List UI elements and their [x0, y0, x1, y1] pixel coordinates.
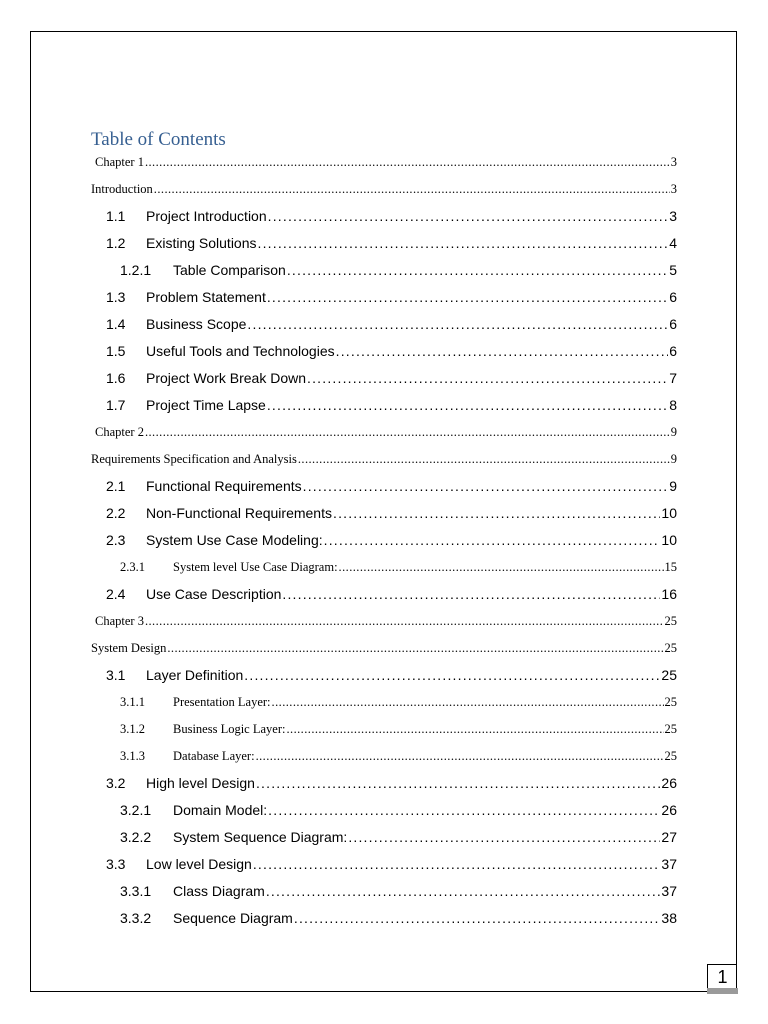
- toc-entry[interactable]: [106, 341, 677, 361]
- page-number-bar: [707, 988, 738, 994]
- toc-entry[interactable]: [120, 692, 677, 712]
- toc-entry-number: 3.2.1: [120, 802, 152, 818]
- toc-entry-number: 1.6: [106, 370, 126, 386]
- toc-dot-leader: [287, 260, 668, 280]
- toc-dot-leader: [266, 881, 661, 901]
- toc-dot-leader: [267, 287, 668, 307]
- toc-entry-page: 3: [669, 208, 677, 224]
- toc-dot-leader: [307, 368, 668, 388]
- toc-entry-text: System Sequence Diagram:: [173, 829, 348, 845]
- toc-dot-leader: [268, 800, 660, 820]
- toc-entry-number: 1.7: [106, 397, 126, 413]
- toc-dot-leader: [268, 206, 669, 226]
- toc-entry-page: 15: [664, 560, 677, 574]
- toc-entry[interactable]: [120, 827, 677, 847]
- toc-dot-leader: [145, 422, 670, 442]
- toc-entry-text: System level Use Case Diagram:: [173, 560, 338, 574]
- toc-entry-number: 2.3: [106, 532, 126, 548]
- toc-entry-page: 6: [669, 289, 677, 305]
- toc-entry-page: 5: [669, 262, 677, 278]
- toc-entry-page: 9: [669, 478, 677, 494]
- toc-entry-page: 9: [670, 425, 677, 439]
- toc-dot-leader: [324, 530, 661, 550]
- toc-entry-number: 1.5: [106, 343, 126, 359]
- toc-entry-page: 8: [669, 397, 677, 413]
- toc-entry-number: 1.2: [106, 235, 126, 251]
- toc-entry-page: 6: [669, 316, 677, 332]
- toc-entry-number: 3.1: [106, 667, 126, 683]
- toc-dot-leader: [333, 503, 660, 523]
- toc-entry[interactable]: [106, 773, 677, 793]
- toc-entry[interactable]: [120, 800, 677, 820]
- toc-entry-text: Useful Tools and Technologies: [146, 343, 335, 359]
- toc-dot-leader: [348, 827, 660, 847]
- toc-dot-leader: [253, 854, 661, 874]
- toc-entry-page: 26: [661, 775, 677, 791]
- toc-entry-text: Introduction: [91, 182, 153, 196]
- toc-entry-text: Presentation Layer:: [173, 695, 271, 709]
- toc-entry-page: 25: [664, 614, 677, 628]
- toc-entry-text: Low level Design: [146, 856, 252, 872]
- toc-entry-page: 25: [664, 749, 677, 763]
- toc-entry-page: 37: [661, 883, 677, 899]
- toc-entry-page: 16: [661, 586, 677, 602]
- toc-entry[interactable]: [91, 179, 677, 199]
- toc-entry-number: 3.1.2: [120, 722, 145, 736]
- toc-entry-page: 25: [664, 641, 677, 655]
- toc-entry-text: Chapter 2: [95, 425, 144, 439]
- toc-dot-leader: [256, 773, 660, 793]
- toc-entry-text: Project Introduction: [146, 208, 267, 224]
- toc-entry-number: 1.2.1: [120, 262, 152, 278]
- toc-dot-leader: [167, 638, 663, 658]
- toc-entry-text: Existing Solutions: [146, 235, 257, 251]
- toc-dot-leader: [145, 152, 670, 172]
- toc-dot-leader: [339, 557, 664, 577]
- toc-title: Table of Contents: [91, 129, 226, 150]
- toc-entry-text: Chapter 1: [95, 155, 144, 169]
- toc-dot-leader: [258, 233, 669, 253]
- toc-entry-text: Use Case Description: [146, 586, 282, 602]
- toc-entry-text: Requirements Specification and Analysis: [91, 452, 297, 466]
- toc-dot-leader: [298, 449, 670, 469]
- toc-entry[interactable]: [106, 503, 677, 523]
- toc-dot-leader: [247, 314, 668, 334]
- toc-entry[interactable]: [95, 611, 677, 631]
- toc-dot-leader: [282, 584, 660, 604]
- toc-entry-text: High level Design: [146, 775, 255, 791]
- toc-entry-number: 1.1: [106, 208, 126, 224]
- toc-dot-leader: [145, 611, 664, 631]
- toc-entry-page: 3: [670, 182, 677, 196]
- toc-entry-text: Non-Functional Requirements: [146, 505, 332, 521]
- toc-entry-page: 4: [669, 235, 677, 251]
- toc-entry-page: 25: [664, 722, 677, 736]
- toc-entry-page: 25: [664, 695, 677, 709]
- toc-entry[interactable]: [95, 152, 677, 172]
- toc-entry-number: 3.2: [106, 775, 126, 791]
- toc-dot-leader: [244, 665, 660, 685]
- toc-dot-leader: [294, 908, 661, 928]
- toc-entry-page: 10: [661, 505, 677, 521]
- page-number: 1: [707, 964, 737, 992]
- toc-entry-page: 3: [670, 155, 677, 169]
- toc-entry-page: 26: [661, 802, 677, 818]
- toc-entry[interactable]: [91, 638, 677, 658]
- toc-entry-text: System Design: [91, 641, 167, 655]
- toc-entry[interactable]: [120, 881, 677, 901]
- toc-dot-leader: [154, 179, 670, 199]
- toc-dot-leader: [272, 692, 664, 712]
- toc-entry[interactable]: [120, 908, 677, 928]
- toc-entry-text: Problem Statement: [146, 289, 266, 305]
- toc-entry-page: 25: [661, 667, 677, 683]
- toc-entry-number: 2.4: [106, 586, 126, 602]
- toc-entry-text: Project Work Break Down: [146, 370, 307, 386]
- toc-entry-page: 9: [670, 452, 677, 466]
- toc-entry-number: 3.3.2: [120, 910, 152, 926]
- toc-entry-page: 27: [661, 829, 677, 845]
- toc-entry-number: 1.4: [106, 316, 126, 332]
- toc-entry-number: 3.1.1: [120, 695, 145, 709]
- toc-entry[interactable]: [106, 584, 677, 604]
- toc-entry-text: System Use Case Modeling:: [146, 532, 323, 548]
- toc-entry[interactable]: [106, 206, 677, 226]
- toc-entry[interactable]: [106, 665, 677, 685]
- toc-dot-leader: [256, 746, 664, 766]
- toc-dot-leader: [267, 395, 668, 415]
- toc-entry[interactable]: [106, 476, 677, 496]
- toc-entry-text: Business Scope: [146, 316, 247, 332]
- toc-entry-number: 3.2.2: [120, 829, 152, 845]
- toc-entry-text: Project Time Lapse: [146, 397, 266, 413]
- toc-entry-page: 6: [669, 343, 677, 359]
- toc-entry-text: Database Layer:: [173, 749, 255, 763]
- toc-entry-number: 2.1: [106, 478, 126, 494]
- toc-entry-text: Sequence Diagram: [173, 910, 293, 926]
- toc-entry[interactable]: [106, 368, 677, 388]
- toc-entry-text: Domain Model:: [173, 802, 268, 818]
- toc-dot-leader: [303, 476, 669, 496]
- toc-entry-page: 7: [669, 370, 677, 386]
- toc-entry[interactable]: [120, 746, 677, 766]
- toc-entry-number: 2.3.1: [120, 560, 145, 574]
- toc-entry-text: Chapter 3: [95, 614, 144, 628]
- toc-entry-number: 3.3: [106, 856, 126, 872]
- toc-entry-number: 2.2: [106, 505, 126, 521]
- toc-entry-number: 1.3: [106, 289, 126, 305]
- toc-entry[interactable]: [106, 530, 677, 550]
- toc-entry-text: Business Logic Layer:: [173, 722, 286, 736]
- toc-entry[interactable]: [95, 422, 677, 442]
- toc-entry-text: Table Comparison: [173, 262, 286, 278]
- toc-entry[interactable]: [120, 719, 677, 739]
- toc-entry-text: Layer Definition: [146, 667, 244, 683]
- toc-entry-page: 10: [661, 532, 677, 548]
- toc-entry-page: 37: [661, 856, 677, 872]
- toc-entry[interactable]: [106, 233, 677, 253]
- toc-dot-leader: [286, 719, 663, 739]
- toc-dot-leader: [336, 341, 669, 361]
- toc-entry-number: 3.1.3: [120, 749, 145, 763]
- toc-entry[interactable]: [91, 449, 677, 469]
- toc-entry-number: 3.3.1: [120, 883, 152, 899]
- toc-entry-text: Class Diagram: [173, 883, 265, 899]
- toc-entry[interactable]: [120, 260, 677, 280]
- toc-entry[interactable]: [106, 287, 677, 307]
- toc-entry[interactable]: [106, 314, 677, 334]
- toc-entry-text: Functional Requirements: [146, 478, 302, 494]
- toc-entry[interactable]: [106, 854, 677, 874]
- toc-entry-page: 38: [661, 910, 677, 926]
- toc-entry[interactable]: [106, 395, 677, 415]
- toc-entry[interactable]: [120, 557, 677, 577]
